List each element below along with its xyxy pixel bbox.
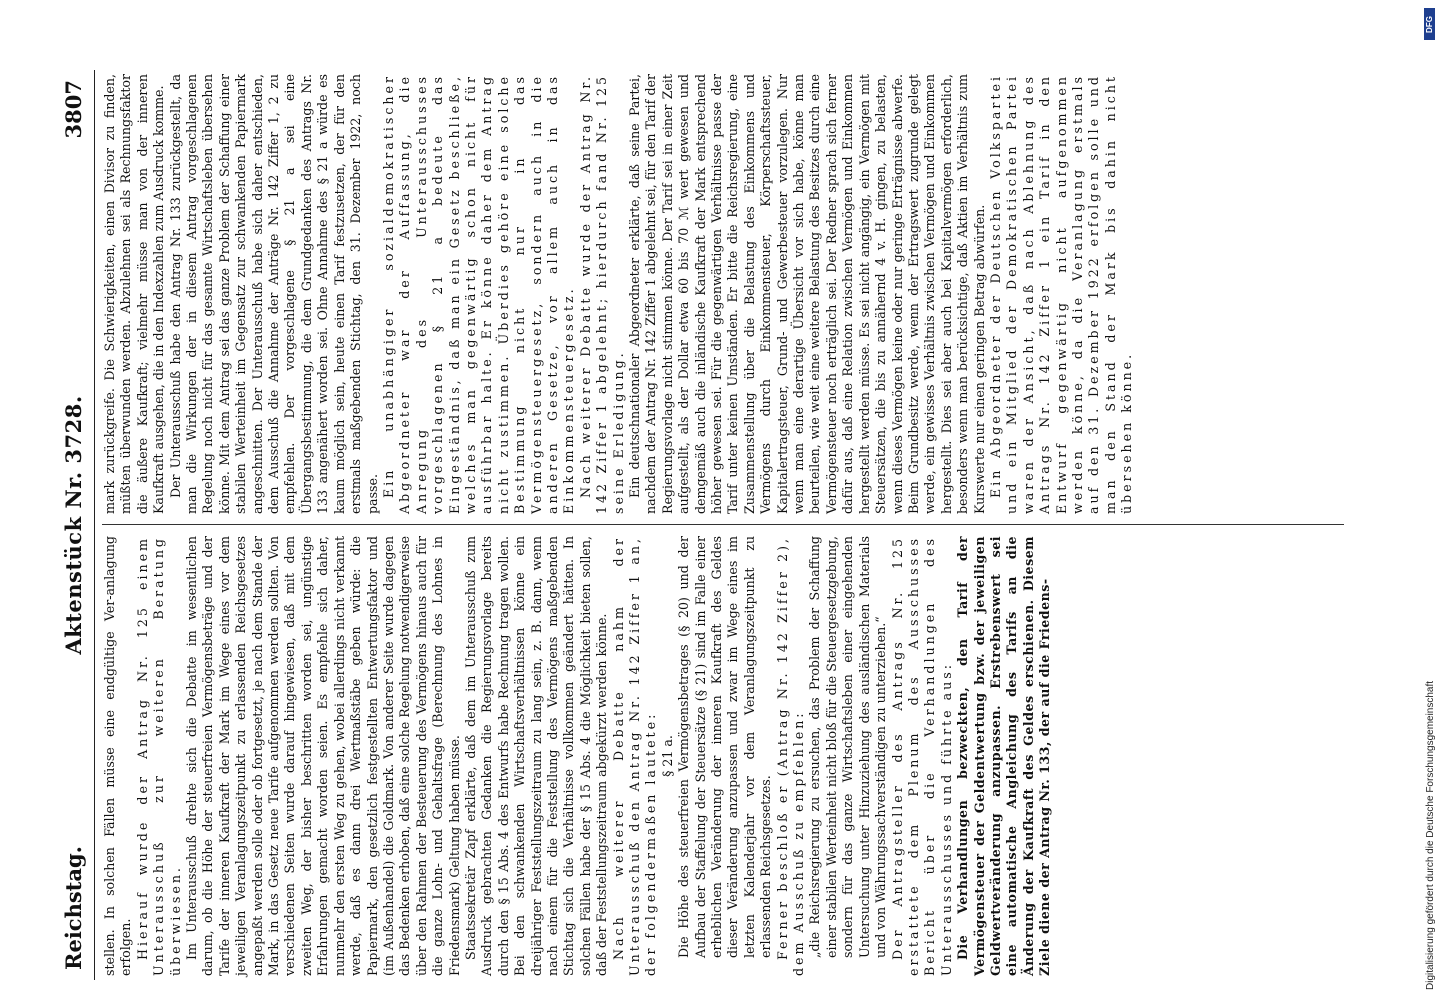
paragraph: Ein unabhängiger sozialdemokratischer Abgeordneter war der Auffassung, die Anregung des Unterausschusses vorgeschlagenen § 21 a bedeute das Eingeständnis, daß man ein Gesetz beschließe, welches man gegenwärtig schon nicht für ausführbar halte. Er könne daher dem Antrag nicht zustimmen. Überdies gehöre eine solche Bestimmung nicht nur in das Vermögensteuergesetz, sondern auch in die anderen Gesetze, vor allem auch in das Einkommensteuergesetz. [380,74,577,514]
header-left: Reichstag. [61,846,86,970]
paragraph: Staatssekretär Zapf erklärte, daß dem im Unterausschuß zum Ausdruck gebrachten Gedanken die Regierungsvorlage bereits durch den § 15 Abs. 4 des Entwurfs habe Rechnung tragen wollen. Bei den schwankenden Wirtschaftsverhältnissen könne ein dreijähriger Feststellungszeitraum zu lang sein, z. B. dann, wenn nach einem für die Feststellung des Vermögens maßgebenden Stichtag sich die Verhältnisse vollkommen geändert hätten. In solchen Fällen habe der § 15 Abs. 4 die Möglichkeit bieten sollen, daß der Feststellungszeitraum abgekürzt werden könne. [462,536,610,976]
page-header [44,60,90,990]
column-divider [102,524,1344,525]
paragraph: Der Unterausschuß habe den Antrag Nr. 133 zurückgestellt, da man die Wirkungen der in diesem Antrag vorgeschlagenen Regelung noch nicht für das gesamte Wirtschaftsleben übersehen könne. Mit dem Antrag sei das ganze Problem der Schaffung einer stabilen Werteinheit im Gegensatz zur schwankenden Papiermark angeschnitten. Der Unterausschuß habe sich daher entschieden, dem Ausschuß die Annahme der Anträge Nr. 142 Ziffer 1, 2 zu empfehlen. Der vorgeschlagene § 21 a sei eine Übergangsbestimmung, die dem Grundgedanken des Antrags Nr. 133 angenähert worden sei. Ohne Annahme des § 21 a würde es kaum möglich sein, heute einen Tarif festzusetzen, der für den erstmals maßgebenden Stichtag, den 31. Dezember 1922, noch passe. [167,74,380,514]
paragraph: Die Verhandlungen bezweckten, den Tarif der Vermögensteuer der Geldentwertung bzw. der jeweiligen Geldwertveränderung anzupassen. Erstrebenswert sei eine automatische Angleichung des Tarifs an die Änderung der Kaufkraft des Geldes erschienen. Diesem Ziele diene der Antrag Nr. 133, der auf die Friedens- [955,536,1053,976]
section-heading: § 21 a. [659,735,675,777]
left-column [102,536,1346,976]
paragraph: Ein deutschnationaler Abgeordneter erklärte, daß seine Partei, nachdem der Antrag Nr. 142 Ziffer 1 abgelehnt sei, für den Tarif der Regierungsvorlage nicht stimmen könne. Der Tarif sei in einer Zeit aufgestellt, als der Dollar etwa 60 bis 70 ℳ wert gewesen und demgemäß auch die inländische Kaufkraft der Mark entsprechend höher gewesen sei. Für die gegenwärtigen Verhältnisse passe der Tarif unter keinen Umständen. Er bitte die Reichsregierung, eine Zusammenstellung über die Belastung des Einkommens und Vermögens durch Einkommensteuer, Körperschaftssteuer, Kapitalertragsteuer, Grund- und Gewerbesteuer vorzulegen. Nur wenn man eine derartige Übersicht vor sich habe, könne man beurteilen, wie weit eine weitere Belastung des Besitzes durch eine Vermögensteuer noch erträglich sei. Der Redner sprach sich ferner dafür aus, daß eine Relation zwischen Vermögen und Einkommen hergestellt werden müsse. Es sei nicht angängig, ein Vermögen mit Steuersätzen, die bis zu annähernd 4 v. H. gingen, zu belasten, wenn dieses Vermögen keine oder nur geringe Erträgnisse abwerfe. Beim Grundbesitz werde, wenn der Ertragswert zugrunde gelegt werde, ein gewisses Verhältnis zwischen Vermögen und Einkommen hergestellt. Dies sei aber auch bei Kapitalvermögen erforderlich, besonders wenn man berücksichtige, daß Aktien im Verhältnis zum Kurswerte nur einen geringen Betrag abwürfen. [627,74,987,514]
digitization-credit: Digitalisierung gefördert durch die Deutsche Forschungsgemeinschaft [1425,680,1436,990]
paragraph: Ein Abgeordneter der Deutschen Volkspartei und ein Mitglied der Demokratischen Partei waren der Ansicht, daß nach Ablehnung des Antrags Nr. 142 Ziffer 1 ein Tarif in den Entwurf gegenwärtig nicht aufgenommen werden könne, da die Veranlagung erstmals auf den 31. Dezember 1922 erfolgen solle und man den Stand der Mark bis dahin nicht übersehen könne. [987,74,1135,514]
page-number: 3807 [61,80,86,139]
dfg-logo-text: DFG [1425,15,1435,33]
paragraph: Der Antragsteller des Antrags Nr. 125 erstattete dem Plenum des Ausschusses Bericht über die Verhandlungen des Unterausschusses und führte aus: [889,536,954,976]
right-column [102,74,1346,514]
quoted-paragraph: Die Höhe des steuerfreien Vermögensbetrages (§ 20) und der Aufbau der Staffelung der Steuersätze (§ 21) sind im Falle einer erheblichen Veränderung der inneren Kaufkraft des Geldes dieser Veränderung anzupassen und zwar im Wege eines im letzten Kalenderjahr vor dem Veranlagungszeitpunkt zu erlassenden Reichsgesetzes. [676,536,774,958]
header-rule [94,70,95,980]
paragraph: stellen. In solchen Fällen müsse eine endgültige Ver-anlagung erfolgen. [102,536,134,976]
header-title: Aktenstück Nr. 3728. [61,395,86,655]
paragraph: Nach weiterer Debatte nahm der Unterausschuß den Antrag Nr. 142 Ziffer 1 an, der folgendermaßen lautete: [610,536,659,976]
paragraph: Im Unterausschuß drehte sich die Debatte im wesentlichen darum, ob die Höhe der steuerfreien Vermögensbeträge und der Tarife der inneren Kaufkraft der Mark im Wege eines vor dem jeweiligen Veranlagungszeitpunkt zu erlassenden Reichsgesetzes angepaßt werden solle oder ob fortgesetzt, je nach dem Stande der Mark, in das Gesetz neue Tarife aufgenommen werden sollten. Von verschiedenen Seiten wurde darauf hingewiesen, daß mit dem zweiten Weg, der bisher beschritten worden sei, ungünstige Erfahrungen gemacht worden seien. Es empfehle sich daher, nunmehr den ersten Weg zu gehen, wobei allerdings nicht verkannt werde, daß es dann drei Wertmaßstäbe geben würde: die Papiermark, den gesetzlich festgestellten Entwertungsfaktor und (im Außenhandel) die Goldmark. Von anderer Seite wurde dagegen das Bedenken erhoben, daß eine solche Regelung notwendigerweise über den Rahmen der Besteuerung des Vermögens hinaus auch für die ganze Lohn- und Gehaltsfrage (Berechnung des Lohnes in Friedensmark) Geltung haben müsse. [184,536,462,976]
paragraph: mark zurückgreife. Die Schwierigkeiten, einen Divisor zu finden, müßten überwunden werden. Abzulehnen sei als Rechnungsfaktor die äußere Kaufkraft; vielmehr müsse man von der inneren Kaufkraft ausgehen, die in den Indexzahlen zum Ausdruck komme. [102,74,167,514]
quoted-paragraph: „die Reichsregierung zu ersuchen, das Problem der Schaffung einer stabilen Werteinheit nicht bloß für die Steuergesetzgebung, sondern für das ganze Wirtschaftsleben einer eingehenden Untersuchung unter Hinzuziehung des ausländischen Materials und von Währungssachverständigen zu unterziehen.“ [807,536,889,958]
paragraph: Ferner beschloß er (Antrag Nr. 142 Ziffer 2), dem Ausschuß zu empfehlen: [774,536,807,976]
dfg-logo-icon [1424,8,1435,40]
paragraph: Hierauf wurde der Antrag Nr. 125 einem Unterausschuß zur weiteren Beratung überwiesen. [134,536,183,976]
paragraph: Nach weiterer Debatte wurde der Antrag Nr. 142 Ziffer 1 abgelehnt; hierdurch fand Nr. 125 seine Erledigung. [577,74,626,514]
document-page [44,60,1354,990]
